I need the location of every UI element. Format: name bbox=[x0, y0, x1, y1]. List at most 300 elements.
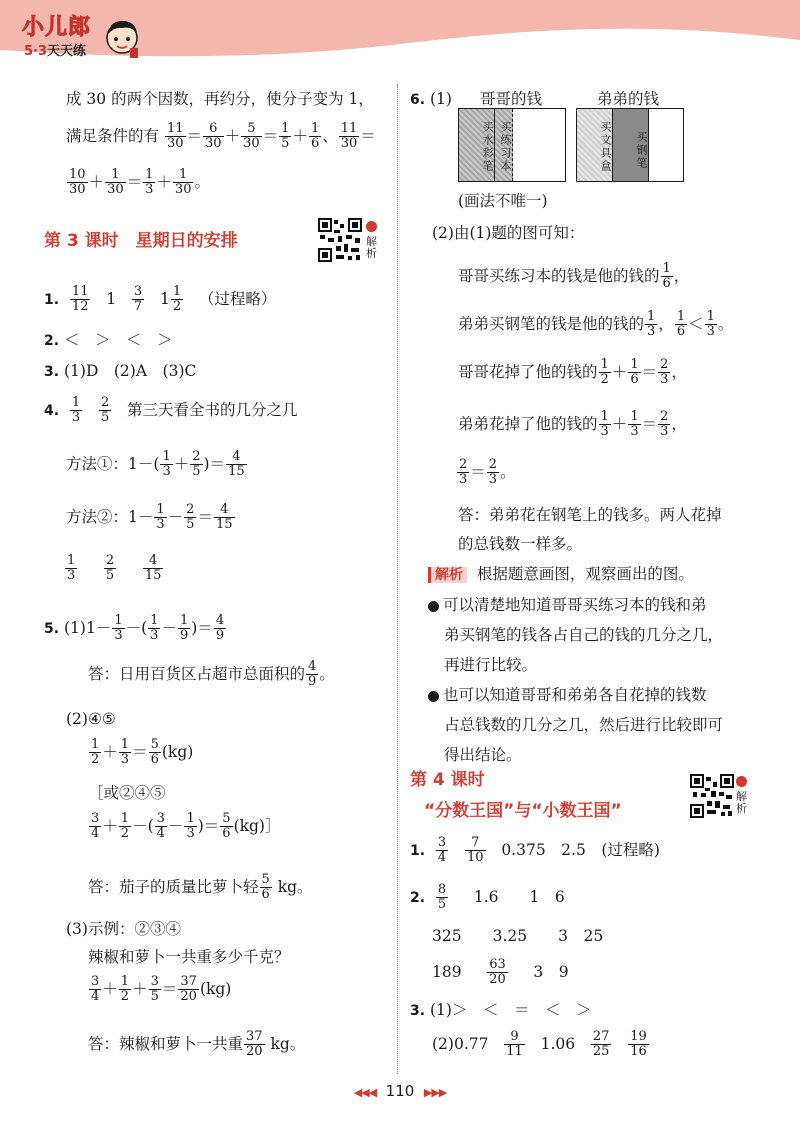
q6-r2: 弟弟买钢笔的钱是他的钱的 $\frac{1}{3}$ ， $\frac{1}{6}$ ＜ $\frac{1}{3}$ 。 bbox=[458, 309, 734, 340]
den: 3 bbox=[186, 826, 195, 842]
num: 2 bbox=[100, 395, 110, 410]
play-icon[interactable] bbox=[736, 776, 747, 787]
fraction bbox=[178, 614, 190, 644]
num: 1 bbox=[173, 168, 194, 183]
fraction bbox=[241, 122, 262, 152]
fraction bbox=[436, 836, 448, 866]
fraction bbox=[178, 975, 199, 1005]
fraction bbox=[309, 122, 321, 152]
den: 3 bbox=[145, 182, 154, 198]
qr-pattern bbox=[690, 774, 734, 818]
num: 2 bbox=[660, 409, 669, 424]
den: 5 bbox=[281, 136, 290, 152]
q5-calc3: $\frac{3}{4}$ ＋ $\frac{1}{2}$ ＋ $\frac{3}{5}$ ＝ $\frac{37}{20}$ (kg) bbox=[91, 974, 232, 1005]
fraction bbox=[143, 168, 155, 198]
q6-part2: (2)由(1)题的图可知： bbox=[432, 224, 585, 242]
mascot-face-icon bbox=[102, 14, 142, 62]
num: 19 bbox=[630, 1029, 647, 1044]
den: 3 bbox=[71, 410, 81, 426]
num: 4 bbox=[143, 554, 164, 569]
den: 9 bbox=[215, 628, 225, 644]
den: 3 bbox=[647, 324, 656, 340]
num: 5 bbox=[261, 872, 270, 887]
num: 1 bbox=[676, 309, 686, 324]
num: 27 bbox=[592, 1029, 610, 1044]
fraction bbox=[226, 450, 247, 480]
bar-cell-exercise-book: 买练习本 bbox=[495, 109, 513, 181]
fraction bbox=[67, 168, 88, 198]
num: 1 bbox=[310, 121, 320, 136]
value: 189 bbox=[432, 962, 462, 981]
q-number: 3. bbox=[410, 1003, 426, 1019]
fraction bbox=[184, 503, 196, 533]
text: 答：茄子的质量比萝卜轻 bbox=[88, 877, 259, 896]
num: 1 bbox=[647, 309, 656, 324]
q5-part3: (3)示例：②③④ bbox=[66, 920, 181, 938]
den: 3 bbox=[120, 752, 130, 768]
jiexi-label: 解析 bbox=[736, 790, 747, 815]
num: 7 bbox=[465, 836, 486, 851]
fraction bbox=[457, 458, 469, 488]
fraction bbox=[645, 310, 657, 340]
q4-method2: 方法②：1－ $\frac{1}{3}$ － $\frac{2}{5}$ ＝ $\frac{4}{15}$ bbox=[66, 502, 233, 533]
gege-bar bbox=[458, 108, 566, 182]
num: 1 bbox=[91, 737, 100, 752]
bullet-2-line-2: 占总钱数的几分之几，然后进行比较即可 bbox=[444, 716, 724, 734]
fraction bbox=[465, 836, 486, 866]
den: 4 bbox=[437, 850, 447, 866]
num: 2 bbox=[186, 502, 195, 517]
left-line-3: $\frac{10}{30}$ ＋ $\frac{1}{30}$ ＝ $\frac{1}{3}$ ＋ $\frac{1}{30}$ 。 bbox=[69, 167, 210, 198]
den: 30 bbox=[166, 136, 184, 152]
num: 2 bbox=[660, 357, 669, 372]
fraction bbox=[149, 975, 161, 1005]
den: 30 bbox=[243, 136, 260, 152]
value: 1.06 bbox=[540, 1034, 576, 1053]
den: 20 bbox=[489, 972, 506, 988]
q5-answer3 bbox=[88, 1030, 305, 1060]
num: 2 bbox=[459, 457, 468, 472]
den: 4 bbox=[156, 826, 165, 842]
answer: (1)D (2)A (3)C bbox=[64, 362, 197, 380]
num: 1 bbox=[71, 395, 81, 410]
fraction bbox=[675, 310, 687, 340]
fraction bbox=[119, 975, 131, 1005]
den: 30 bbox=[107, 182, 124, 198]
q5-calc2: $\frac{1}{2}$ ＋ $\frac{1}{3}$ ＝ $\frac{5}{6}$ (kg) bbox=[91, 737, 194, 768]
text: 答：日用百货区占超市总面积的 bbox=[88, 664, 306, 683]
den: 2 bbox=[600, 372, 609, 388]
num: 1 bbox=[150, 613, 159, 628]
num: 1 bbox=[114, 613, 123, 628]
den: 2 bbox=[120, 989, 130, 1005]
den: 7 bbox=[133, 299, 143, 315]
fraction bbox=[203, 122, 224, 152]
bullet-1-line-1 bbox=[428, 598, 707, 614]
didi-bar bbox=[576, 108, 684, 182]
q-number: 4. bbox=[44, 402, 60, 419]
fraction bbox=[190, 450, 202, 480]
fraction bbox=[149, 738, 161, 768]
fraction bbox=[99, 396, 111, 426]
fraction bbox=[658, 410, 670, 440]
den: 11 bbox=[506, 1044, 523, 1060]
q-number: 2. bbox=[44, 333, 60, 349]
brand-logo bbox=[18, 6, 148, 68]
num: 10 bbox=[69, 167, 86, 182]
bullet-1-line-2: 弟买钢笔的钱各占自己的钱的几分之几， bbox=[444, 626, 724, 644]
text: 可以清楚地知道哥哥买练习本的钱和弟 bbox=[443, 596, 707, 614]
fraction bbox=[628, 1030, 649, 1060]
fraction bbox=[65, 554, 77, 584]
den: 3 bbox=[660, 372, 669, 388]
answer: 0.375 2.5 (过程略) bbox=[501, 840, 660, 859]
fraction bbox=[143, 554, 164, 584]
fraction bbox=[220, 812, 232, 842]
den: 30 bbox=[174, 182, 192, 198]
den: 30 bbox=[205, 136, 222, 152]
den: 3 bbox=[706, 324, 715, 340]
q5-or: ［或②④⑤ bbox=[88, 784, 166, 802]
den: 6 bbox=[310, 136, 320, 152]
q6-header bbox=[410, 92, 452, 108]
next-arrows-icon: ▶▶▶ bbox=[423, 1086, 447, 1099]
prev-arrows-icon: ◀◀◀ bbox=[353, 1086, 377, 1099]
num: 1 bbox=[120, 974, 130, 989]
num: 5 bbox=[241, 122, 262, 137]
num: 11 bbox=[71, 284, 89, 299]
q-number: 2. bbox=[410, 889, 426, 906]
den: 6 bbox=[630, 372, 639, 388]
fraction bbox=[171, 285, 183, 315]
fraction bbox=[504, 1030, 525, 1060]
fraction bbox=[119, 738, 131, 768]
fraction bbox=[214, 503, 235, 533]
bullet-2-line-3: 得出结论。 bbox=[444, 746, 522, 764]
den: 9 bbox=[308, 674, 317, 690]
num: 2 bbox=[105, 553, 115, 568]
den: 3 bbox=[150, 628, 159, 644]
num: 5 bbox=[150, 737, 159, 752]
num: 1 bbox=[630, 409, 639, 424]
den: 2 bbox=[120, 826, 130, 842]
fraction bbox=[214, 614, 226, 644]
value: (2)0.77 bbox=[432, 1034, 489, 1053]
den: 5 bbox=[100, 410, 110, 426]
fraction bbox=[89, 738, 101, 768]
q3-row bbox=[44, 364, 196, 380]
text: 哥哥花掉了他的钱的 bbox=[458, 362, 598, 381]
fraction bbox=[104, 554, 116, 584]
fraction bbox=[70, 396, 82, 426]
num: 3 bbox=[91, 811, 100, 826]
play-icon[interactable] bbox=[366, 221, 377, 232]
num: 1 bbox=[145, 167, 154, 182]
value: 1 bbox=[159, 289, 170, 308]
den: 3 bbox=[630, 424, 639, 440]
text: 弟弟花掉了他的钱的 bbox=[458, 414, 598, 433]
den: 30 bbox=[69, 182, 86, 198]
num: 2 bbox=[488, 457, 498, 472]
fraction bbox=[165, 122, 186, 152]
den: 15 bbox=[144, 568, 162, 584]
part: (1) bbox=[430, 90, 452, 108]
num: 1 bbox=[662, 261, 671, 276]
num: 3 bbox=[156, 811, 165, 826]
num: 1 bbox=[120, 737, 130, 752]
q-number: 3. bbox=[44, 364, 60, 380]
den: 15 bbox=[228, 464, 245, 480]
den: 3 bbox=[156, 517, 165, 533]
fraction bbox=[628, 410, 640, 440]
num: 37 bbox=[246, 1029, 263, 1044]
num: 1 bbox=[600, 409, 609, 424]
text: 弟弟买钢笔的钱是他的钱的 bbox=[458, 314, 645, 333]
q-number: 1. bbox=[410, 842, 426, 859]
den: 20 bbox=[246, 1044, 263, 1060]
bullet-icon bbox=[428, 601, 439, 612]
p2-row-2: 325 3.25 3 25 bbox=[432, 927, 604, 945]
num: 63 bbox=[489, 957, 506, 972]
num: 1 bbox=[186, 811, 195, 826]
qr-code-icon[interactable] bbox=[690, 774, 734, 818]
q5-question: 辣椒和萝卜一共重多少千克？ bbox=[88, 948, 290, 966]
fraction bbox=[279, 122, 291, 152]
num: 3 bbox=[437, 835, 447, 850]
q6-r1: 哥哥买练习本的钱是他的钱的 $\frac{1}{6}$ ， bbox=[458, 261, 690, 292]
jiexi-label: 解析 bbox=[366, 235, 377, 260]
num: 1 bbox=[156, 502, 165, 517]
den: 3 bbox=[67, 568, 76, 584]
den: 5 bbox=[105, 568, 115, 584]
unit: (kg) bbox=[199, 979, 232, 998]
den: 5 bbox=[437, 897, 447, 913]
fraction bbox=[487, 958, 508, 988]
num: 5 bbox=[222, 811, 231, 826]
answer: (1)＞ ＜ ＝ ＜ ＞ bbox=[430, 1001, 592, 1019]
q4-fractions bbox=[64, 554, 164, 584]
q5-answer2 bbox=[88, 873, 313, 903]
num: 3 bbox=[91, 974, 100, 989]
den: 6 bbox=[222, 826, 231, 842]
den: 25 bbox=[592, 1044, 610, 1060]
q-number: 1. bbox=[44, 291, 60, 308]
q6-explanation bbox=[428, 567, 694, 583]
p2-row-3 bbox=[432, 958, 569, 988]
answer: ＜ ＞ ＜ ＞ bbox=[64, 331, 173, 349]
q6-note: (画法不唯一) bbox=[458, 192, 548, 210]
num: 1 bbox=[281, 121, 290, 136]
text: 方法②：1－ bbox=[66, 507, 154, 526]
bar-cell-fountain-pen: 买钢笔 bbox=[613, 109, 649, 181]
den: 6 bbox=[676, 324, 686, 340]
fraction bbox=[306, 660, 318, 690]
den: 2 bbox=[91, 752, 100, 768]
fraction bbox=[132, 285, 144, 315]
lesson-4-subtitle: “分数王国”与“小数王国” bbox=[424, 801, 622, 821]
num: 1 bbox=[172, 284, 182, 299]
den: 20 bbox=[180, 989, 197, 1005]
fraction bbox=[173, 168, 194, 198]
fraction bbox=[160, 450, 172, 480]
unit: (kg) bbox=[161, 742, 194, 761]
left-line-1: 成 30 的两个因数，再约分，使分子变为 1， bbox=[66, 90, 374, 108]
num: 4 bbox=[226, 450, 247, 465]
num: 37 bbox=[180, 974, 197, 989]
page-number: 110 bbox=[385, 1082, 415, 1100]
lesson-3-title: 第 3 课时 星期日的安排 bbox=[44, 231, 238, 251]
unit: kg。 bbox=[277, 877, 313, 896]
didi-label: 弟弟的钱 bbox=[597, 90, 660, 108]
fraction bbox=[591, 1030, 612, 1060]
num: 1 bbox=[630, 357, 639, 372]
text: 根据题意画图，观察画出的图。 bbox=[476, 565, 694, 583]
den: 6 bbox=[261, 887, 270, 903]
page-footer bbox=[0, 1082, 800, 1100]
q5-part1: 5. (1)1－ $\frac{1}{3}$ －( $\frac{1}{3}$ － $\frac{1}{9}$ )＝ $\frac{4}{9}$ bbox=[44, 613, 225, 644]
num: 6 bbox=[203, 122, 224, 137]
brand-sub-text: 天天练 bbox=[47, 44, 87, 59]
den: 3 bbox=[114, 628, 123, 644]
fraction bbox=[184, 812, 196, 842]
bullet-2-line-1 bbox=[428, 688, 707, 704]
answer: 1.6 1 6 bbox=[473, 887, 565, 906]
fraction bbox=[105, 168, 126, 198]
p2-row-1 bbox=[410, 883, 565, 913]
p3-row-1 bbox=[410, 1003, 591, 1019]
den: 6 bbox=[662, 276, 671, 292]
p1-row bbox=[410, 836, 660, 866]
den: 15 bbox=[215, 517, 233, 533]
jiexi-tag: 解析 bbox=[428, 567, 467, 583]
brand-subtitle bbox=[24, 40, 86, 59]
unit: (kg)］ bbox=[233, 816, 281, 835]
q5-answer1: 答：日用百货区占超市总面积的 $\frac{4}{9}$ 。 bbox=[88, 659, 335, 690]
unit: kg。 bbox=[270, 1034, 306, 1053]
fraction bbox=[112, 614, 124, 644]
num: 1 bbox=[105, 168, 126, 183]
fraction bbox=[260, 873, 272, 903]
num: 2 bbox=[192, 449, 201, 464]
num: 1 bbox=[67, 553, 76, 568]
den: 3 bbox=[660, 424, 669, 440]
bar-cell-watercolor-pen: 买水彩笔 bbox=[459, 109, 495, 181]
text: 第三天看全书的几分之几 bbox=[127, 400, 298, 419]
num: 4 bbox=[214, 503, 235, 518]
num: 4 bbox=[308, 659, 317, 674]
q-number: 6. bbox=[410, 92, 426, 108]
fraction bbox=[70, 285, 91, 315]
p3-row-2 bbox=[432, 1030, 650, 1060]
fraction bbox=[119, 812, 131, 842]
q-number: 5. bbox=[44, 620, 60, 637]
qr-code-icon[interactable] bbox=[318, 218, 362, 262]
num: 11 bbox=[340, 121, 358, 136]
fraction bbox=[599, 358, 611, 388]
bullet-icon bbox=[428, 691, 439, 702]
q4-method1: 方法①：1－( $\frac{1}{3}$ ＋ $\frac{2}{5}$ )＝ $\frac{4}{15}$ bbox=[66, 449, 245, 480]
den: 5 bbox=[150, 989, 159, 1005]
q5-calc2b: $\frac{3}{4}$ ＋ $\frac{1}{2}$ －( $\frac{3}{4}$ － $\frac{1}{3}$ )＝ $\frac{5}{6}$ (kg)］ bbox=[91, 811, 281, 842]
value: 1 bbox=[106, 289, 117, 308]
fraction bbox=[661, 262, 673, 292]
num: 3 bbox=[150, 974, 159, 989]
num: 9 bbox=[504, 1030, 525, 1045]
den: 5 bbox=[192, 464, 201, 480]
num: 1 bbox=[600, 357, 609, 372]
note: （过程略） bbox=[198, 289, 277, 308]
q4-row bbox=[44, 396, 298, 426]
fraction bbox=[154, 503, 166, 533]
num: 11 bbox=[166, 121, 184, 136]
den: 12 bbox=[71, 299, 89, 315]
brand-sub-number: 5·3 bbox=[24, 44, 48, 59]
lesson-4-title: 第 4 课时 bbox=[410, 770, 485, 790]
value: 3 9 bbox=[533, 962, 569, 981]
q6-ans1: 答：弟弟花在钢笔上的钱多。两人花掉 bbox=[458, 506, 722, 524]
q5-part2: (2)④⑤ bbox=[66, 710, 116, 728]
gege-label: 哥哥的钱 bbox=[480, 90, 543, 108]
den: 4 bbox=[91, 826, 100, 842]
den: 6 bbox=[150, 752, 159, 768]
text: 满足条件的有 bbox=[66, 126, 160, 145]
header-banner bbox=[0, 0, 800, 70]
num: 8 bbox=[437, 882, 447, 897]
den: 9 bbox=[179, 628, 189, 644]
fraction bbox=[339, 122, 360, 152]
num: 4 bbox=[215, 613, 225, 628]
bar-cell-pencil-box: 买文具盒 bbox=[577, 109, 613, 181]
den: 16 bbox=[630, 1044, 647, 1060]
fraction bbox=[244, 1030, 265, 1060]
fraction bbox=[89, 975, 101, 1005]
den: 30 bbox=[340, 136, 358, 152]
fraction bbox=[599, 410, 611, 440]
num: 3 bbox=[133, 284, 143, 299]
den: 4 bbox=[91, 989, 100, 1005]
text: 答：辣椒和萝卜一共重 bbox=[88, 1034, 244, 1053]
text: (1)1－ bbox=[64, 618, 112, 637]
den: 10 bbox=[466, 850, 484, 866]
den: 3 bbox=[162, 464, 171, 480]
brand-name: 小儿郎 bbox=[22, 15, 92, 40]
bullet-1-line-3: 再进行比较。 bbox=[444, 656, 538, 674]
den: 3 bbox=[600, 424, 609, 440]
q6-r4: 弟弟花掉了他的钱的 $\frac{1}{3}$ ＋ $\frac{1}{3}$ ＝ $\frac{2}{3}$ ， bbox=[458, 409, 687, 440]
qr-pattern bbox=[318, 218, 362, 262]
den: 3 bbox=[459, 472, 468, 488]
text: 方法①：1－ bbox=[66, 454, 154, 473]
column-divider bbox=[397, 84, 398, 1074]
text: 也可以知道哥哥和弟弟各自花掉的钱数 bbox=[443, 686, 707, 704]
den: 3 bbox=[488, 472, 498, 488]
den: 5 bbox=[186, 517, 195, 533]
fraction bbox=[628, 358, 640, 388]
num: 1 bbox=[706, 309, 715, 324]
text: 哥哥买练习本的钱是他的钱的 bbox=[458, 266, 660, 285]
num: 1 bbox=[120, 811, 130, 826]
fraction bbox=[436, 883, 448, 913]
fraction bbox=[155, 812, 167, 842]
num: 1 bbox=[179, 613, 189, 628]
fraction bbox=[705, 310, 717, 340]
num: 1 bbox=[162, 449, 171, 464]
q6-ans2: 的总钱数一样多。 bbox=[458, 535, 583, 553]
fraction bbox=[89, 812, 101, 842]
den: 2 bbox=[172, 299, 182, 315]
q6-r3: 哥哥花掉了他的钱的 $\frac{1}{2}$ ＋ $\frac{1}{6}$ ＝ $\frac{2}{3}$ ， bbox=[458, 357, 687, 388]
fraction bbox=[148, 614, 160, 644]
